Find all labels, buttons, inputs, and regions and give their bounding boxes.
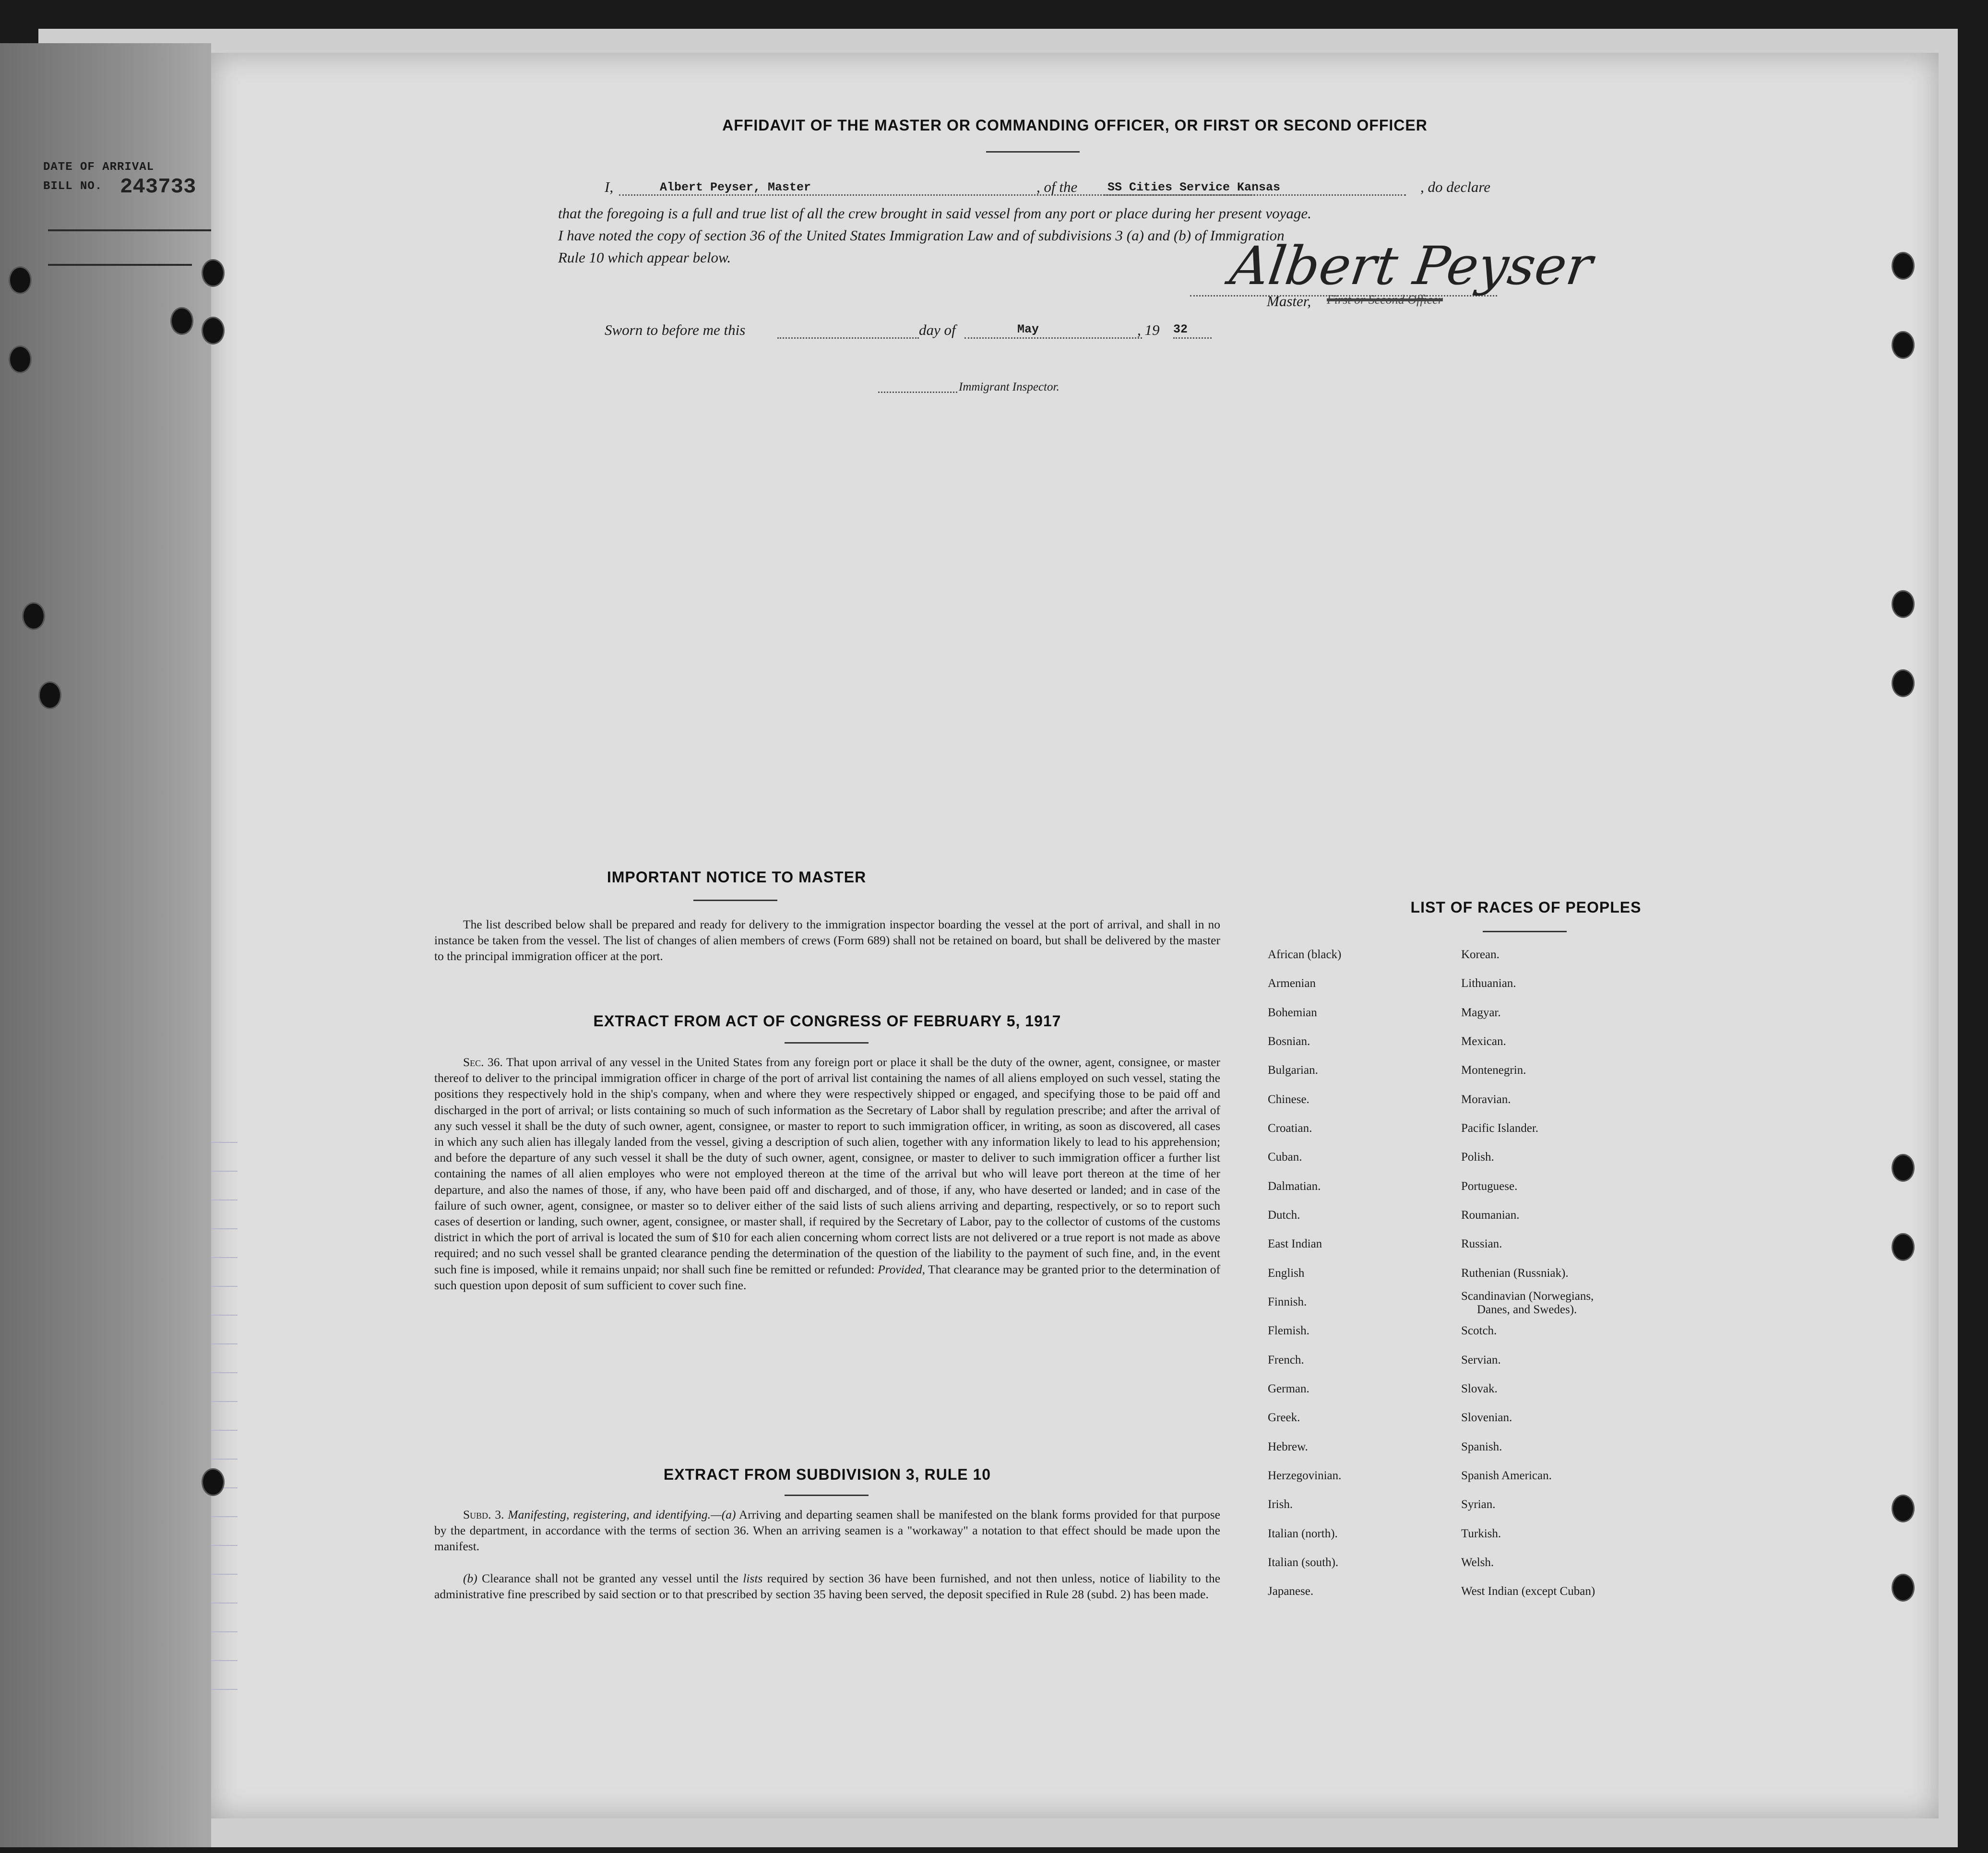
race-item: Russian. [1461, 1237, 1502, 1250]
race-item: Dutch. [1268, 1209, 1300, 1222]
race-item: Moravian. [1461, 1093, 1511, 1106]
struck-officer-title: First or Second Officer [1327, 293, 1443, 307]
declaration-suffix: , do declare [1420, 178, 1491, 195]
race-item: African (black) [1268, 948, 1342, 961]
ruled-line [211, 1689, 238, 1690]
race-item: East Indian [1268, 1237, 1322, 1250]
declaration-line-3: I have noted the copy of section 36 of the United States Immigration Law and of subdivisions 3 (a) and (b) of Immigration [558, 227, 1285, 244]
ruled-line [211, 1660, 238, 1661]
ruled-line [211, 1228, 238, 1229]
ruled-line [211, 1516, 238, 1517]
ruled-line [211, 1315, 238, 1316]
sworn-month-line [964, 337, 1142, 339]
bill-no-label: BILL NO. [43, 180, 103, 193]
subd-a-text: Arriving and departing seamen shall be manifested on the blank forms provided for that purpose by the department, in accordance with the terms of section 36. When an arriving seamen is a "workaway" a notation to that effect should be made upon the manifest. [434, 1508, 1221, 1554]
master-name: Albert Peyser, Master [660, 180, 811, 194]
race-item: Scotch. [1461, 1324, 1497, 1337]
punch-hole [1892, 590, 1915, 618]
punch-hole [9, 266, 32, 294]
race-item: Pacific Islander. [1461, 1122, 1539, 1135]
subd-label: Subd. 3. [463, 1508, 504, 1521]
title-underline [986, 151, 1080, 153]
subd-b-text-2: required by section 36 have been furnished, and not then unless, notice of liability to the administrative fine prescribed by said section or to that prescribed by section 35 having been served, the deposit specified in Rule 28 (subd. 2) has been made. [434, 1571, 1221, 1602]
declaration-of-the: , of the [1036, 178, 1078, 195]
race-item: Magyar. [1461, 1006, 1501, 1019]
race-item: Ruthenian (Russniak). [1461, 1267, 1569, 1280]
race-item: West Indian (except Cuban) [1461, 1585, 1595, 1598]
race-item: Slovenian. [1461, 1411, 1512, 1424]
master-signature: Albert Peyser [1226, 235, 1596, 297]
subd-b-text-1: Clearance shall not be granted any vessel until the [482, 1571, 738, 1585]
sworn-year-line [1173, 337, 1212, 339]
sworn-month: May [1017, 322, 1039, 336]
punch-hole [202, 1468, 225, 1496]
race-item: Cuban. [1268, 1151, 1302, 1164]
sworn-day-line [777, 337, 919, 339]
sworn-year: 32 [1173, 322, 1188, 336]
section-36-text: That upon arrival of any vessel in the United States from any foreign port or place it shall be the duty of the owner, agent, consignee, or master thereof to deliver to the principal immigration officer in charge of the port of arrival list containing the names of all aliens employed on such vessel, stating the positions they respectively hold in the ship's company, when and where they were respectively shipped or engaged, and specifying those to be paid off and discharged in the port of arrival; or lists containing so much of such information as the Secretary of Labor shall by regulation prescribe; and after the arrival of any such vessel it shall be the duty of such owner, agent, consignee, or master to report to such immigration officer, in writing, as soon as discovered, all cases in which any such alien has illegaly landed from the vessel, giving a description of such alien, together with any information likely to lead to his apprehension; and before the departure of any such vessel it shall be the duty of such owner, agent, consignee, or master to deliver to such immigration officer a further list containing the names of all alien employes who were not employed thereon at the time of the arrival but who will leave port thereon at the time of her departure, and also the names of those, if any, who have been paid off and discharged, and of those, if any, who have deserted or landed; and in case of the failure of such owner, agent, consignee, or master so to deliver either of the said lists of such aliens arriving and departing, respectively, or so to report such cases of desertion or landing, such owner, agent, consignee, or master shall, if required by the Secretary of Labor, pay to the collector of customs of the customs district in which the port of arrival is located the sum of $10 for each alien concerning whom correct lists are not delivered or a true report is not made as above required; and no such vessel shall be granted clearance pending the determination of the question of the liability to the payment of such fine, and, in the event such fine is imposed, while it remains unpaid; nor shall such fine be remitted or refunded: [434, 1055, 1220, 1276]
race-item: Herzegovinian. [1268, 1469, 1342, 1482]
race-item: Spanish American. [1461, 1469, 1552, 1482]
race-item: Greek. [1268, 1411, 1300, 1424]
punch-hole [1892, 1495, 1915, 1522]
ruled-line [211, 1545, 238, 1546]
race-item: English [1268, 1267, 1305, 1280]
race-item: Hebrew. [1268, 1440, 1308, 1453]
ruled-line [211, 1372, 238, 1373]
ruled-line [211, 1401, 238, 1402]
punch-hole [1892, 331, 1915, 359]
punch-hole [9, 345, 32, 373]
race-item: Bosnian. [1268, 1035, 1310, 1048]
divider [48, 264, 192, 266]
provided-word: Provided, [878, 1262, 926, 1276]
year-prefix: , 19 [1137, 321, 1160, 338]
race-item: Slovak. [1461, 1382, 1498, 1395]
race-item: Japanese. [1268, 1585, 1314, 1598]
race-item: Scandinavian (Norwegians, [1461, 1290, 1594, 1303]
ruled-line [211, 1430, 238, 1431]
punch-hole [170, 307, 193, 335]
ruled-line [211, 1257, 238, 1258]
ruled-line [211, 1286, 238, 1287]
rule-subd-b [434, 1570, 1220, 1602]
lists-word: lists [743, 1571, 763, 1585]
title-underline [693, 900, 777, 901]
race-item: Servian. [1461, 1354, 1501, 1366]
race-item: Welsh. [1461, 1556, 1494, 1569]
race-item: Flemish. [1268, 1324, 1309, 1337]
notice-text: The list described below shall be prepared and ready for delivery to the immigration inspector boarding the vessel at the port of arrival, and shall in no instance be taken from the vessel. The list of changes of alien members of crews (Form 689) shall not be retained on board, but shall be delivered by the master to the principal immigration officer at the port. [434, 917, 1220, 963]
declaration-prefix: I, [605, 178, 614, 195]
race-item: Turkish. [1461, 1527, 1501, 1540]
ruled-line [211, 1343, 238, 1344]
race-item-continuation: Danes, and Swedes). [1477, 1303, 1577, 1316]
divider [48, 229, 211, 231]
rule-extract-title: EXTRACT FROM SUBDIVISION 3, RULE 10 [663, 1466, 991, 1483]
punch-hole [1892, 1574, 1915, 1602]
affidavit-title: AFFIDAVIT OF THE MASTER OR COMMANDING OFFICER, OR FIRST OR SECOND OFFICER [722, 117, 1428, 134]
race-item: Montenegrin. [1461, 1064, 1526, 1077]
inspector-line [878, 392, 957, 393]
race-item: Lithuanian. [1461, 977, 1516, 990]
punch-hole [1892, 1233, 1915, 1261]
declaration-line-2: that the foregoing is a full and true list of all the crew brought in said vessel from any port or place during her present voyage. [558, 205, 1311, 222]
section-36-text-end: That clearance may be granted prior to the determination of such question upon deposit of sum sufficient to cover such fine. [434, 1262, 1221, 1292]
title-underline [1483, 931, 1567, 932]
notice-title: IMPORTANT NOTICE TO MASTER [607, 868, 867, 886]
punch-hole [22, 602, 45, 630]
subd-heading: Manifesting, registering, and identifying.—(a) [508, 1508, 736, 1521]
ruled-line [211, 1603, 238, 1604]
ruled-line [211, 1171, 238, 1172]
rule-subd-a [434, 1507, 1220, 1555]
section-label: Sec. 36. [463, 1055, 503, 1069]
race-item: Portuguese. [1461, 1180, 1518, 1193]
race-item: Syrian. [1461, 1498, 1496, 1511]
punch-hole [1892, 1154, 1915, 1182]
inspector-label: Immigrant Inspector. [959, 380, 1059, 393]
race-item: Roumanian. [1461, 1209, 1520, 1222]
date-of-arrival-label: DATE OF ARRIVAL [43, 161, 155, 174]
ruled-line [211, 1631, 238, 1632]
title-underline [785, 1495, 869, 1496]
race-item: Mexican. [1461, 1035, 1506, 1048]
title-underline [785, 1042, 869, 1044]
ruled-line [211, 1574, 238, 1575]
race-item: French. [1268, 1354, 1304, 1366]
race-item: Irish. [1268, 1498, 1293, 1511]
punch-hole [202, 317, 225, 344]
declaration-line-4: Rule 10 which appear below. [558, 249, 731, 266]
vessel-name: SS Cities Service Kansas [1107, 180, 1281, 194]
ruled-line [211, 1142, 238, 1143]
punch-hole [1892, 669, 1915, 697]
race-item: Dalmatian. [1268, 1180, 1321, 1193]
race-item: Croatian. [1268, 1122, 1312, 1135]
race-item: German. [1268, 1382, 1309, 1395]
subd-b-label: (b) [463, 1571, 477, 1585]
punch-hole [38, 681, 61, 709]
race-item: Bulgarian. [1268, 1064, 1318, 1077]
act-extract-text [434, 1054, 1220, 1293]
race-item: Polish. [1461, 1151, 1494, 1164]
race-item: Chinese. [1268, 1093, 1309, 1106]
race-item: Spanish. [1461, 1440, 1502, 1453]
race-item: Finnish. [1268, 1295, 1307, 1308]
race-item: Armenian [1268, 977, 1316, 990]
race-item: Italian (north). [1268, 1527, 1338, 1540]
ruled-line [211, 1459, 238, 1460]
day-of-label: day of [919, 321, 956, 338]
punch-hole [202, 259, 225, 287]
sworn-label: Sworn to before me this [605, 321, 746, 338]
races-title: LIST OF RACES OF PEOPLES [1410, 899, 1642, 916]
vessel-line [1104, 194, 1406, 196]
race-item: Korean. [1461, 948, 1500, 961]
punch-hole [1892, 252, 1915, 280]
race-item: Italian (south). [1268, 1556, 1339, 1569]
signer-title: Master, [1267, 293, 1311, 309]
affidavit-page [211, 53, 1939, 1818]
act-extract-title: EXTRACT FROM ACT OF CONGRESS OF FEBRUARY 5, 1917 [593, 1012, 1061, 1030]
bill-number: 243733 [120, 175, 196, 199]
race-item: Bohemian [1268, 1006, 1317, 1019]
